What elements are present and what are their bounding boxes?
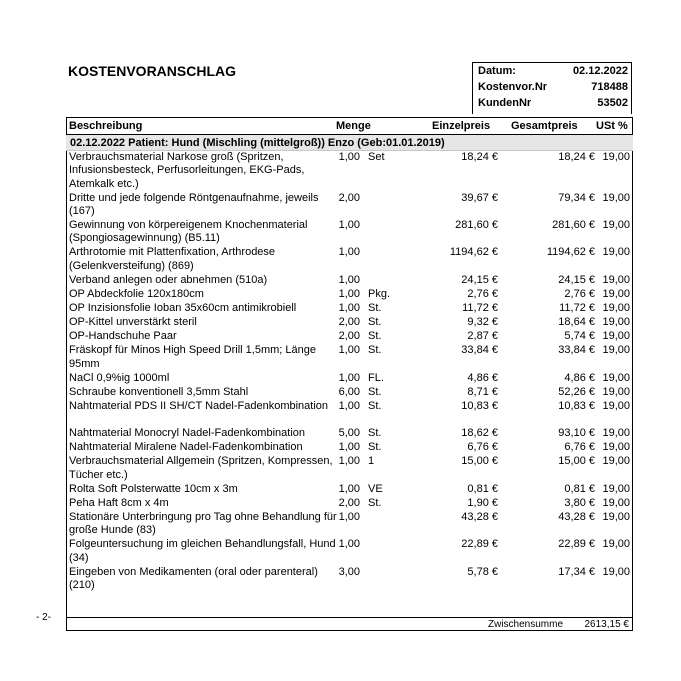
table-row <box>66 302 633 316</box>
item-description: Eingeben von Medikamenten (oral oder parenteral) (210) <box>69 565 318 592</box>
item-description: Stationäre Unterbringung pro Tag ohne Behandlung für große Hunde (83) <box>69 511 337 537</box>
info-value: 02.12.2022 <box>572 65 628 77</box>
item-quantity: 1,00 <box>338 511 360 524</box>
info-label: KundenNr <box>478 97 532 109</box>
item-description: Verbrauchsmaterial Narkose groß (Spritzen, Infusionsbesteck, Perfusorleitungen, EKG-Pads, Atemkalk etc.) <box>69 151 305 190</box>
item-total-price: 24,15 € <box>558 273 595 286</box>
item-total-price: 17,34 € <box>558 565 595 578</box>
item-unit-price: 11,72 € <box>462 302 498 315</box>
item-unit-price: 9,32 € <box>467 316 498 329</box>
item-unit-price: 0,81 € <box>467 482 498 495</box>
item-quantity: 1,00 <box>338 151 360 163</box>
info-label: Datum: <box>478 65 516 77</box>
item-description: Verbrauchsmaterial Allgemein (Spritzen, Kompressen, Tücher etc.) <box>69 455 333 481</box>
item-total-price: 15,00 € <box>558 455 595 468</box>
item-total-price: 1194,62 € <box>546 246 595 259</box>
item-quantity: 1,00 <box>338 219 360 232</box>
table-row <box>66 386 633 400</box>
item-vat: 19,00 <box>602 399 630 412</box>
header-description: Beschreibung <box>69 120 143 132</box>
table-row <box>66 330 633 344</box>
item-vat: 19,00 <box>602 482 630 495</box>
item-unit-price: 22,89 € <box>461 538 498 551</box>
item-unit: FL. <box>368 371 384 384</box>
item-unit-price: 8,71 € <box>467 385 498 398</box>
table-row <box>66 566 633 593</box>
item-unit-price: 1194,62 € <box>449 246 498 259</box>
document-title: KOSTENVORANSCHLAG <box>68 63 237 79</box>
item-vat: 19,00 <box>602 287 630 300</box>
item-unit: St. <box>368 496 382 509</box>
item-quantity: 5,00 <box>338 427 360 440</box>
item-unit-price: 18,62 € <box>461 427 498 440</box>
item-vat: 19,00 <box>602 455 630 468</box>
item-total-price: 33,84 € <box>558 344 595 357</box>
item-total-price: 0,81 € <box>564 482 595 495</box>
item-unit: St. <box>368 316 382 329</box>
item-vat: 19,00 <box>602 371 630 384</box>
item-description: Peha Haft 8cm x 4m <box>69 496 169 509</box>
item-unit: 1 <box>368 455 375 468</box>
item-total-price: 3,80 € <box>564 496 595 509</box>
item-description: Dritte und jede folgende Röntgenaufnahme, jeweils (167) <box>69 191 319 217</box>
table-row <box>66 497 633 511</box>
item-description: Schraube konventionell 3,5mm Stahl <box>69 385 249 398</box>
item-vat: 19,00 <box>602 330 630 343</box>
item-description: OP Abdeckfolie 120x180cm <box>69 287 204 300</box>
item-quantity: 2,00 <box>338 191 360 204</box>
item-description: Nahtmaterial Monocryl Nadel-Fadenkombination <box>69 427 306 440</box>
item-total-price: 52,26 € <box>558 385 595 398</box>
item-vat: 19,00 <box>602 565 630 578</box>
table-row <box>66 427 633 441</box>
table-row <box>66 274 633 288</box>
table-row <box>66 538 633 565</box>
item-description: Fräskopf für Minos High Speed Drill 1,5mm; Länge 95mm <box>69 344 316 370</box>
item-unit-price: 18,24 € <box>461 151 498 163</box>
item-unit: St. <box>368 330 382 343</box>
item-quantity: 1,00 <box>338 302 360 315</box>
item-unit: Set <box>368 151 385 163</box>
info-value: 53502 <box>597 97 628 109</box>
item-quantity: 1,00 <box>338 441 360 454</box>
table-row <box>66 344 633 371</box>
table-row <box>66 288 633 302</box>
item-total-price: 22,89 € <box>558 538 595 551</box>
item-unit: VE <box>368 482 383 495</box>
item-unit: St. <box>368 427 382 440</box>
item-description: Nahtmaterial Miralene Nadel-Fadenkombination <box>69 441 303 454</box>
item-quantity: 1,00 <box>338 455 360 468</box>
item-total-price: 18,64 € <box>558 316 595 329</box>
table-row <box>66 511 633 538</box>
item-unit-price: 281,60 € <box>455 219 498 232</box>
info-box <box>472 62 632 114</box>
item-unit-price: 39,67 € <box>461 191 498 204</box>
item-unit: Pkg. <box>368 287 391 300</box>
info-row-date <box>473 63 631 79</box>
info-value: 718488 <box>591 81 628 93</box>
item-total-price: 6,76 € <box>564 441 595 454</box>
table-row <box>66 246 633 273</box>
table-row <box>66 441 633 455</box>
item-vat: 19,00 <box>602 302 630 315</box>
item-unit-price: 5,78 € <box>467 565 498 578</box>
info-label: Kostenvor.Nr <box>478 81 548 93</box>
item-unit: St. <box>368 344 382 357</box>
item-total-price: 79,34 € <box>558 191 595 204</box>
item-unit: St. <box>368 302 382 315</box>
item-quantity: 2,00 <box>338 496 360 509</box>
item-description: Verband anlegen oder abnehmen (510a) <box>69 273 268 286</box>
item-description: OP-Kittel unverstärkt steril <box>69 316 197 329</box>
item-quantity: 2,00 <box>338 316 360 329</box>
patient-line <box>66 135 633 151</box>
info-row-customer-number <box>473 95 631 111</box>
item-description: NaCl 0,9%ig 1000ml <box>69 371 170 384</box>
info-row-estimate-number <box>473 79 631 95</box>
item-unit-price: 15,00 € <box>461 455 498 468</box>
header-vat: USt % <box>596 120 628 132</box>
item-total-price: 10,83 € <box>558 399 595 412</box>
item-description: Folgeuntersuchung im gleichen Behandlungsfall, Hund (34) <box>69 538 336 564</box>
table-row <box>66 192 633 219</box>
header-quantity: Menge <box>336 120 371 132</box>
item-vat: 19,00 <box>602 344 630 357</box>
item-description: Arthrotomie mit Plattenfixation, Arthrodese (Gelenkversteifung) (869) <box>69 246 276 272</box>
item-unit-price: 24,15 € <box>461 273 498 286</box>
table-header <box>66 117 633 135</box>
item-total-price: 5,74 € <box>564 330 595 343</box>
item-total-price: 43,28 € <box>558 511 595 524</box>
item-vat: 19,00 <box>602 496 630 509</box>
table-row <box>66 400 633 427</box>
table-row <box>66 455 633 482</box>
item-description: Gewinnung von körpereigenem Knochenmaterial (Spongiosagewinnung) (B5.11) <box>69 219 308 245</box>
item-total-price: 2,76 € <box>564 287 595 300</box>
item-total-price: 93,10 € <box>558 427 595 440</box>
item-quantity: 3,00 <box>338 565 360 578</box>
item-quantity: 1,00 <box>338 371 360 384</box>
item-quantity: 1,00 <box>338 538 360 551</box>
item-description: Nahtmaterial PDS II SH/CT Nadel-Fadenkombination <box>69 399 329 412</box>
item-unit-price: 4,86 € <box>467 371 498 384</box>
table-row <box>66 483 633 497</box>
item-unit: St. <box>368 399 382 412</box>
item-unit-price: 43,28 € <box>461 511 498 524</box>
item-unit-price: 10,83 € <box>461 399 498 412</box>
item-quantity: 1,00 <box>338 482 360 495</box>
subtotal-label: Zwischensumme <box>488 619 564 630</box>
item-quantity: 1,00 <box>338 344 360 357</box>
item-vat: 19,00 <box>602 538 630 551</box>
item-description: OP-Handschuhe Paar <box>69 330 177 343</box>
item-quantity: 1,00 <box>338 246 360 259</box>
item-quantity: 1,00 <box>338 273 360 286</box>
table-row <box>66 372 633 386</box>
item-total-price: 11,72 € <box>559 302 595 315</box>
item-vat: 19,00 <box>602 191 630 204</box>
item-unit-price: 33,84 € <box>461 344 498 357</box>
item-total-price: 281,60 € <box>552 219 595 232</box>
item-vat: 19,00 <box>602 441 630 454</box>
table-row <box>66 151 633 192</box>
item-description: Rolta Soft Polsterwatte 10cm x 3m <box>69 482 238 495</box>
item-description: OP Inzisionsfolie Ioban 35x60cm antimikrobiell <box>69 302 297 315</box>
subtotal-row <box>66 617 633 631</box>
item-vat: 19,00 <box>602 511 630 524</box>
item-vat: 19,00 <box>602 385 630 398</box>
page-number: - 2- <box>36 612 51 623</box>
subtotal-value: 2613,15 € <box>584 619 629 630</box>
item-total-price: 18,24 € <box>558 151 595 163</box>
item-quantity: 2,00 <box>338 330 360 343</box>
item-unit-price: 1,90 € <box>467 496 498 509</box>
item-unit-price: 6,76 € <box>467 441 498 454</box>
table-row <box>66 316 633 330</box>
item-vat: 19,00 <box>602 316 630 329</box>
item-unit-price: 2,87 € <box>467 330 498 343</box>
item-total-price: 4,86 € <box>564 371 595 384</box>
patient-text: 02.12.2022 Patient: Hund (Mischling (mittelgroß)) Enzo (Geb:01.01.2019) <box>70 137 445 149</box>
item-quantity: 1,00 <box>338 399 360 412</box>
item-unit: St. <box>368 385 382 398</box>
table-row <box>66 219 633 246</box>
item-vat: 19,00 <box>602 273 630 286</box>
item-quantity: 6,00 <box>338 385 360 398</box>
item-vat: 19,00 <box>602 151 630 163</box>
item-quantity: 1,00 <box>338 287 360 300</box>
header-total-price: Gesamtpreis <box>511 120 578 132</box>
line-items <box>66 151 633 593</box>
item-vat: 19,00 <box>602 246 630 259</box>
item-unit: St. <box>368 441 382 454</box>
item-unit-price: 2,76 € <box>467 287 498 300</box>
header-unit-price: Einzelpreis <box>432 120 491 132</box>
item-vat: 19,00 <box>602 427 630 440</box>
item-vat: 19,00 <box>602 219 630 232</box>
